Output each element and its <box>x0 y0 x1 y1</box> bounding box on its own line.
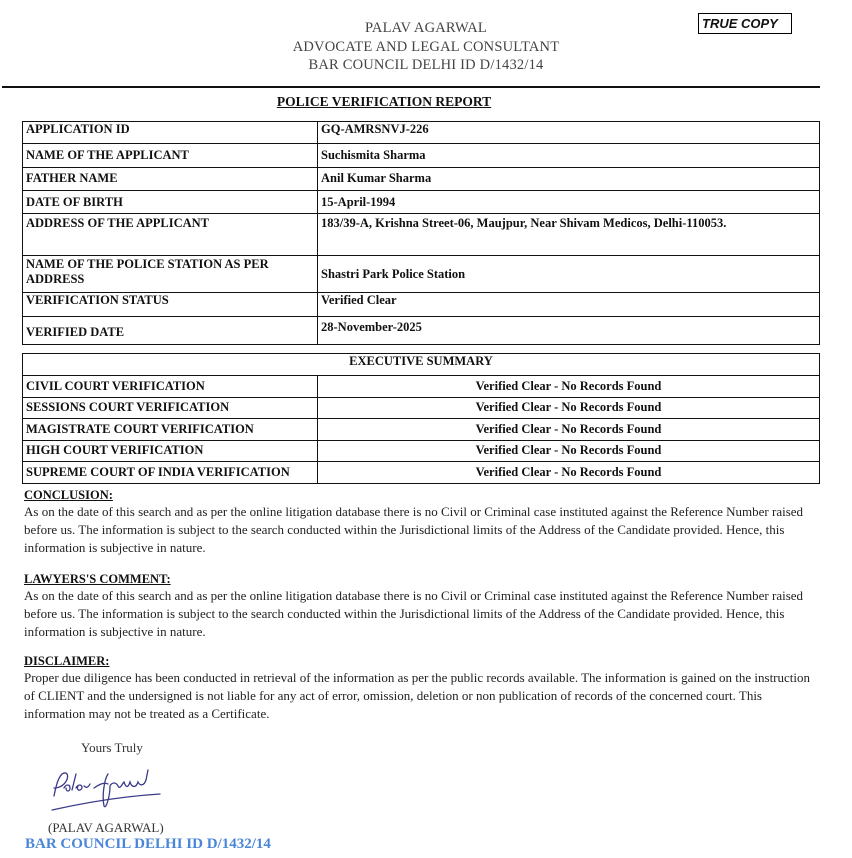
row-value: Verified Clear <box>318 293 820 317</box>
table-row <box>23 144 820 168</box>
row-label: HIGH COURT VERIFICATION <box>23 440 318 462</box>
table-row <box>23 256 820 293</box>
summary-title: EXECUTIVE SUMMARY <box>23 354 820 376</box>
row-value: 183/39-A, Krishna Street-06, Maujpur, Near Shivam Medicos, Delhi-110053. <box>318 214 820 256</box>
conclusion-heading: CONCLUSION: <box>24 488 113 502</box>
table-row <box>23 397 820 419</box>
table-row <box>23 168 820 191</box>
executive-summary-table <box>22 353 820 484</box>
row-value: Verified Clear - No Records Found <box>318 462 820 484</box>
signature-image <box>48 766 168 821</box>
table-row <box>23 214 820 256</box>
row-value: 28-November-2025 <box>318 317 820 345</box>
comment-text: As on the date of this search and as per the online litigation database there is no Civil or Criminal case instituted against the Reference Number raised before us. The information is subject to the search conducted within the Jurisdictional limits of the Address of the Candidate provided. Hence, this information is subjective in nature. <box>24 588 804 639</box>
report-title: POLICE VERIFICATION REPORT <box>276 94 492 109</box>
row-label: APPLICATION ID <box>23 122 318 144</box>
row-label: VERIFICATION STATUS <box>23 293 318 317</box>
row-label: FATHER NAME <box>23 168 318 191</box>
row-value: Verified Clear - No Records Found <box>318 419 820 441</box>
conclusion-section <box>24 487 824 557</box>
comment-heading: LAWYERS'S COMMENT: <box>24 572 171 586</box>
advocate-name: PALAV AGARWAL <box>365 20 487 36</box>
table-row <box>23 122 820 144</box>
row-label: SUPREME COURT OF INDIA VERIFICATION <box>23 462 318 484</box>
row-value: 15-April-1994 <box>318 191 820 214</box>
disclaimer-text: Proper due diligence has been conducted in retrieval of the information as per the public records available. The information is gained on the instruction of CLIENT and the undersigned is not liable for any act of error, omission, deletion or non publication of records of the concerned court. This information may not be treated as a Certificate. <box>24 670 811 721</box>
row-label: VERIFIED DATE <box>23 317 318 345</box>
lawyers-comment-section <box>24 571 824 641</box>
table-row <box>23 462 820 484</box>
advocate-designation: ADVOCATE AND LEGAL CONSULTANT <box>292 39 560 55</box>
row-label: NAME OF THE APPLICANT <box>23 144 318 168</box>
row-value: Verified Clear - No Records Found <box>318 440 820 462</box>
details-table <box>22 121 820 345</box>
row-label: DATE OF BIRTH <box>23 191 318 214</box>
row-value: GQ-AMRSNVJ-226 <box>318 122 820 144</box>
table-row <box>23 191 820 214</box>
signatory-name: (PALAV AGARWAL) <box>48 820 164 835</box>
table-row <box>23 376 820 398</box>
table-row <box>23 440 820 462</box>
conclusion-text: As on the date of this search and as per the online litigation database there is no Civil or Criminal case instituted against the Reference Number raised before us. The information is subject to the search conducted within the Jurisdictional limits of the Address of the Candidate provided. Hence, this information is subjective in nature. <box>24 504 804 555</box>
table-row <box>23 317 820 345</box>
disclaimer-section <box>24 653 824 723</box>
summary-header-row <box>23 354 820 376</box>
row-value: Anil Kumar Sharma <box>318 168 820 191</box>
row-label: CIVIL COURT VERIFICATION <box>23 376 318 398</box>
true-copy-stamp: TRUE COPY <box>698 13 792 34</box>
row-value: Verified Clear - No Records Found <box>318 376 820 398</box>
closing-text: Yours Truly <box>81 740 143 755</box>
row-label: MAGISTRATE COURT VERIFICATION <box>23 419 318 441</box>
row-value: Suchismita Sharma <box>318 144 820 168</box>
row-value: Verified Clear - No Records Found <box>318 397 820 419</box>
signatory-bar-id: BAR COUNCIL DELHI ID D/1432/14 <box>25 836 271 852</box>
row-label: ADDRESS OF THE APPLICANT <box>23 214 318 256</box>
table-row <box>23 293 820 317</box>
header-divider <box>2 86 820 88</box>
advocate-bar-id: BAR COUNCIL DELHI ID D/1432/14 <box>308 57 544 73</box>
row-label: SESSIONS COURT VERIFICATION <box>23 397 318 419</box>
disclaimer-heading: DISCLAIMER: <box>24 654 110 668</box>
table-row <box>23 419 820 441</box>
row-label: NAME OF THE POLICE STATION AS PER ADDRESS <box>23 256 318 293</box>
row-value: Shastri Park Police Station <box>318 256 820 293</box>
